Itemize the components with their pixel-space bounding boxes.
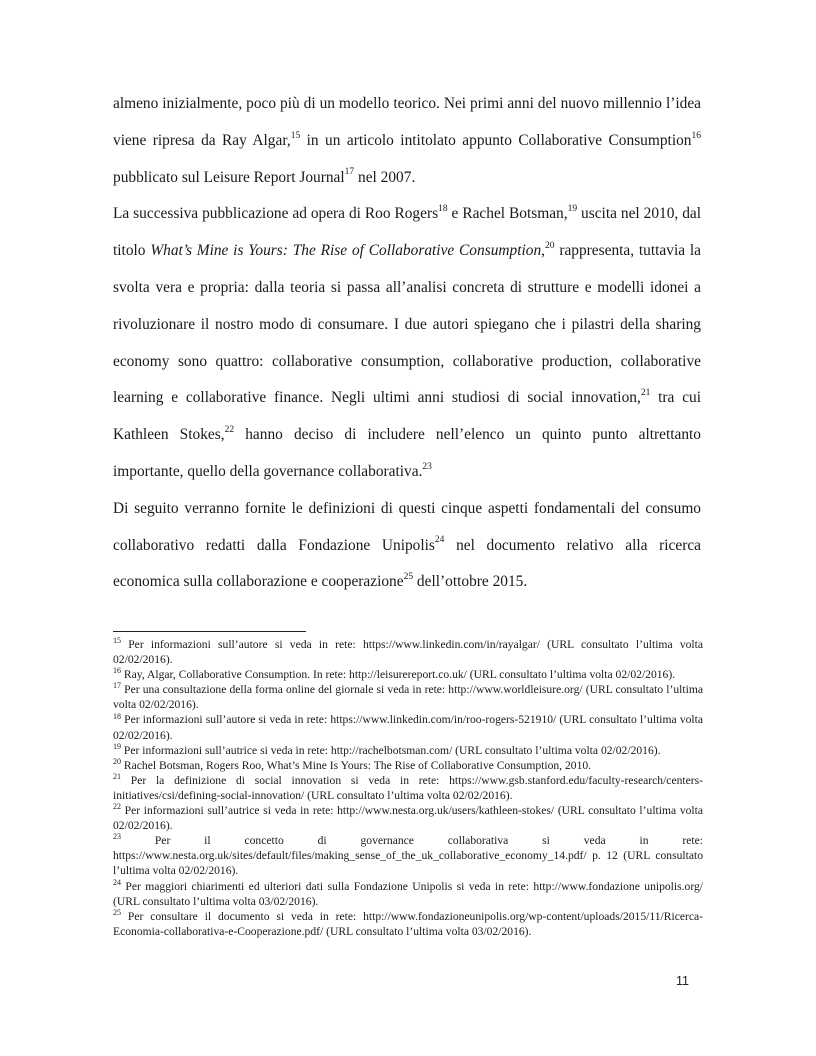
text-run: e Rachel Botsman, [447, 205, 568, 223]
text-run: rappresenta, tuttavia la svolta vera e propria: dalla teoria si passa all’analisi concreta di strutture e modelli idonei a rivoluzionare il nostro modo di consumare. I due autori spiegano che i pilastri della sharing economy sono quattro: collaborative consumption, collaborative production, collaborative learning e collaborative finance. Negli ultimi anni studiosi di social innovation, [113, 242, 701, 407]
footnote [113, 743, 703, 758]
footnote-text: Per la definizione di social innovation si veda in rete: https://www.gsb.stanford.edu/faculty-research/centers-initiatives/csi/defining-social-innovation/ (URL consultato l’ultima volta 02/02/2016). [113, 773, 703, 802]
footnote-text: Per consultare il documento si veda in rete: http://www.fondazioneunipolis.org/wp-content/uploads/2015/11/Ricerca-Economia-collaborativa-e-Cooperazione.pdf/ (URL consultato l’ultima volta 03/02/2016). [113, 909, 703, 938]
footnotes [113, 637, 703, 939]
footnote-text: Per informazioni sull’autrice si veda in rete: http://www.nesta.org.uk/users/kathleen-stokes/ (URL consultato l’ultima volta 02/02/2016). [113, 804, 703, 833]
footnote-number: 20 [113, 756, 121, 766]
footnote-text: Ray, Algar, Collaborative Consumption. In rete: http://leisurereport.co.uk/ (URL consultato l’ultima volta 02/02/2016). [121, 668, 676, 682]
footnote [113, 682, 703, 712]
footnote-text: Per il concetto di governance collaborativa si veda in rete: https://www.nesta.org.uk/sites/default/files/making_sense_of_the_uk_collaborative_economy_14.pdf/ p. 12 (URL consultato l’ultima volta 02/02/2016). [113, 834, 703, 878]
footnote [113, 637, 703, 667]
footnote-ref[interactable]: 25 [403, 572, 414, 583]
paragraph-1 [113, 86, 701, 196]
paragraph-3 [113, 491, 701, 601]
text-run: in un articolo intitolato appunto Collaborative Consumption [300, 131, 692, 149]
footnote-number: 16 [113, 666, 121, 676]
footnote [113, 712, 703, 742]
text-run: Di seguito verranno fornite le definizioni di questi cinque aspetti fondamentali del consumo collaborativo redatti dalla Fondazione Unipolis [113, 499, 701, 554]
footnote-text: Per una consultazione della forma online del giornale si veda in rete: http://www.worldleisure.org/ (URL consultato l’ultima volta 02/02/2016). [113, 683, 703, 712]
footnote-number: 21 [113, 771, 121, 781]
text-run: nel documento relativo alla ricerca economica sulla collaborazione e cooperazione [113, 536, 701, 591]
book-title: What’s Mine is Yours: The Rise of Collaborative Consumption [150, 242, 542, 260]
footnote-text: Per informazioni sull’autore si veda in rete: https://www.linkedin.com/in/rayalgar/ (URL consultato l’ultima volta 02/02/2016). [113, 638, 703, 667]
footnote-number: 24 [113, 877, 121, 887]
footnote-ref[interactable]: 24 [434, 535, 445, 546]
footnote-ref[interactable]: 15 [290, 130, 301, 141]
footnote [113, 667, 703, 682]
footnote-text: Per maggiori chiarimenti ed ulteriori dati sulla Fondazione Unipolis si veda in rete: http://www.fondazione unipolis.org/ (URL consultato l’ultima volta 03/02/2016). [113, 879, 703, 908]
footnote-text: Rachel Botsman, Rogers Roo, What’s Mine Is Yours: The Rise of Collaborative Consumption, 2010. [121, 758, 592, 772]
body-text [113, 86, 701, 601]
text-run: almeno inizialmente, poco più di un modello teorico. Nei primi anni del nuovo millennio l’idea viene ripresa da Ray Algar, [113, 95, 701, 149]
footnote-number: 17 [113, 681, 121, 691]
footnote-ref[interactable]: 17 [344, 167, 355, 178]
footnote-separator [113, 631, 306, 632]
footnote-number: 23 [113, 832, 121, 842]
footnote-number: 22 [113, 802, 121, 812]
footnote-ref[interactable]: 21 [640, 388, 651, 399]
footnote-ref[interactable]: 22 [224, 425, 235, 436]
footnote [113, 909, 703, 939]
text-run: uscita nel 2010, dal titolo [113, 205, 701, 260]
footnote-text: Per informazioni sull’autrice si veda in rete: http://rachelbotsman.com/ (URL consultato l’ultima volta 02/02/2016). [121, 743, 661, 757]
footnote [113, 803, 703, 833]
footnote-ref[interactable]: 23 [422, 461, 432, 472]
text-run: hanno deciso di includere nell’elenco un quinto punto altrettanto importante, quello della governance collaborativa. [113, 426, 702, 480]
text-run: pubblicato sul Leisure Report Journal [113, 168, 345, 186]
footnote [113, 773, 703, 803]
text-run: nel 2007. [354, 168, 416, 186]
footnote-ref[interactable]: 20 [545, 241, 555, 252]
footnote-ref[interactable]: 19 [567, 204, 578, 215]
text-run: tra cui Kathleen Stokes, [113, 389, 702, 444]
page-number: 11 [676, 974, 689, 988]
footnote [113, 833, 703, 878]
footnote-ref[interactable]: 18 [438, 204, 448, 215]
footnote [113, 879, 703, 909]
footnote-number: 18 [113, 711, 121, 721]
text-run: dell’ottobre 2015. [413, 573, 528, 591]
text-run: La successiva pubblicazione ad opera di Roo Rogers [113, 205, 439, 223]
footnote [113, 758, 703, 773]
footnote-number: 15 [113, 636, 121, 646]
text-run: , [541, 242, 545, 260]
paragraph-2 [113, 196, 701, 490]
footnote-ref[interactable]: 16 [691, 130, 701, 141]
footnote-text: Per informazioni sull’autore si veda in rete: https://www.linkedin.com/in/roo-rogers-521910/ (URL consultato l’ultima volta 02/02/2016). [113, 713, 703, 742]
footnote-number: 19 [113, 741, 121, 751]
footnote-number: 25 [113, 907, 121, 917]
